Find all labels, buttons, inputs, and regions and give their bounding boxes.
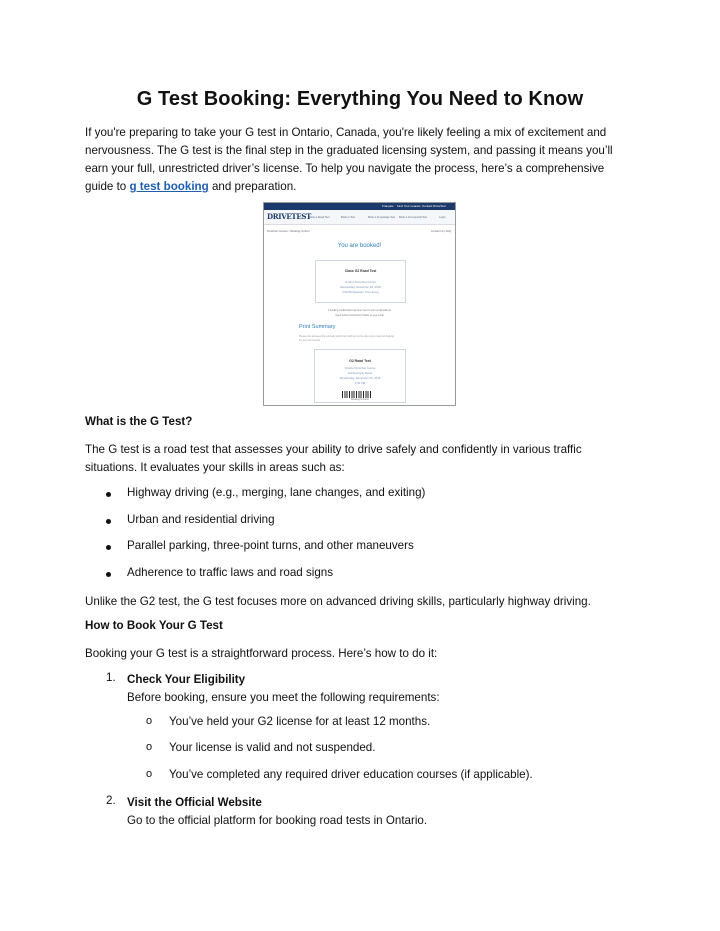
- intro-line: [85, 178, 640, 196]
- nav-item: Book a Commercial Test: [399, 216, 428, 219]
- nav-item: Book a Knowledge Test: [368, 216, 396, 219]
- intro-line: earn your full, unrestricted driver’s license. To help you navigate the process, here’s a comprehensive: [85, 162, 605, 175]
- paragraph-line: situations. It evaluates your skills in areas such as:: [85, 461, 345, 474]
- nav-item: Book a Road Test: [309, 216, 330, 219]
- screenshot-breadcrumb: DriveTest Centres > Booking Confirm: [267, 230, 310, 233]
- paragraph-line: The G test is a road test that assesses your ability to drive safely and confidently in various traffic: [85, 443, 582, 456]
- intro-text: guide to: [85, 180, 130, 193]
- confirm-note: A booking confirmation has been sent to your email address: [327, 309, 392, 312]
- nav-item: Book G Test: [341, 216, 356, 219]
- sub-list-text: You’ve held your G2 license for at least 12 months.: [169, 715, 431, 728]
- barcode-caption: Booking Number: [351, 398, 369, 401]
- box-line: 123 Example Street: [347, 371, 373, 375]
- list-item-text: Adherence to traffic laws and road signs: [127, 566, 334, 579]
- circle-bullet-icon: o: [146, 715, 153, 727]
- intro-line: nervousness. The G test is the final step in the graduated licensing system, and passing it means you’ll: [85, 144, 613, 157]
- booking-confirmation-screenshot: [263, 202, 456, 406]
- topbar-link: Contact DriveTest: [422, 204, 446, 208]
- booking-details-box: [315, 260, 406, 303]
- box-title: G2 Road Test: [349, 359, 371, 363]
- box-title: Class G2 Road Test: [344, 269, 377, 273]
- nav-item: Login: [439, 216, 446, 219]
- circle-bullet-icon: o: [146, 741, 153, 753]
- section1-paragraph: [85, 441, 640, 477]
- topbar-link: Français: [382, 204, 394, 208]
- box-line: Ontario DriveTest Centre: [345, 280, 376, 284]
- sub-list-text: You’ve completed any required driver education courses (if applicable).: [169, 768, 533, 781]
- box-line: 2:30 PM (Eastern Time Zone): [342, 290, 379, 294]
- bullet-icon: [106, 492, 111, 497]
- booked-heading: You are booked!: [337, 243, 382, 249]
- bullet-icon: [106, 519, 111, 524]
- step-title: Visit the Official Website: [127, 796, 262, 809]
- box-line: Wednesday, December 26, 2018: [339, 376, 381, 380]
- box-line: Ontario DriveTest Centre: [344, 366, 376, 370]
- page-title: G Test Booking: Everything You Need to Know: [136, 88, 584, 110]
- step-text: Go to the official platform for booking road tests in Ontario.: [127, 814, 428, 827]
- list-item-text: Parallel parking, three-point turns, and other maneuvers: [127, 539, 414, 552]
- sub-list-text: Your license is valid and not suspended.: [169, 741, 376, 754]
- barcode-icon: [342, 391, 372, 398]
- step-text: Before booking, ensure you meet the following requirements:: [127, 691, 440, 704]
- step-title: Check Your Eligibility: [127, 673, 246, 686]
- bullet-icon: [106, 545, 111, 550]
- section2-intro: Booking your G test is a straightforward process. Here’s how to do it:: [85, 647, 438, 660]
- intro-text: and preparation.: [208, 180, 297, 193]
- box-line: 2:30 PM: [354, 381, 366, 385]
- intro-line: If you're preparing to take your G test in Ontario, Canada, you're likely feeling a mix of excitement and: [85, 126, 607, 139]
- section-heading: How to Book Your G Test: [85, 619, 223, 632]
- section1-closing: Unlike the G2 test, the G test focuses more on advanced driving skills, particularly highway driving.: [85, 595, 591, 608]
- print-text: for your own records: [299, 340, 320, 342]
- list-item-text: Urban and residential driving: [127, 513, 275, 526]
- circle-bullet-icon: o: [146, 768, 153, 780]
- print-summary-box: [314, 349, 406, 403]
- confirm-note: Need further instructions? Refer to your email: [335, 314, 384, 317]
- bullet-icon: [106, 572, 111, 577]
- screenshot-topbar: [264, 203, 455, 210]
- section-heading: What is the G Test?: [85, 415, 193, 428]
- screenshot-breadcrumb-right: Contact Us | FAQ: [430, 230, 451, 233]
- drivetest-logo: DRIVETEST: [267, 212, 312, 221]
- g-test-booking-link[interactable]: g test booking: [129, 180, 209, 193]
- step-number: 1.: [106, 671, 116, 684]
- topbar-link: Find Your nearest: [397, 204, 421, 208]
- step-number: 2.: [106, 794, 116, 807]
- print-text: Please print and keep this summary and bring it with you on the day of your road test booking: [299, 336, 394, 338]
- print-summary-heading: Print Summary: [299, 324, 336, 330]
- intro-paragraph: [85, 124, 640, 196]
- list-item-text: Highway driving (e.g., merging, lane changes, and exiting): [127, 486, 426, 499]
- box-line: Wednesday, December 26, 2018: [340, 285, 381, 289]
